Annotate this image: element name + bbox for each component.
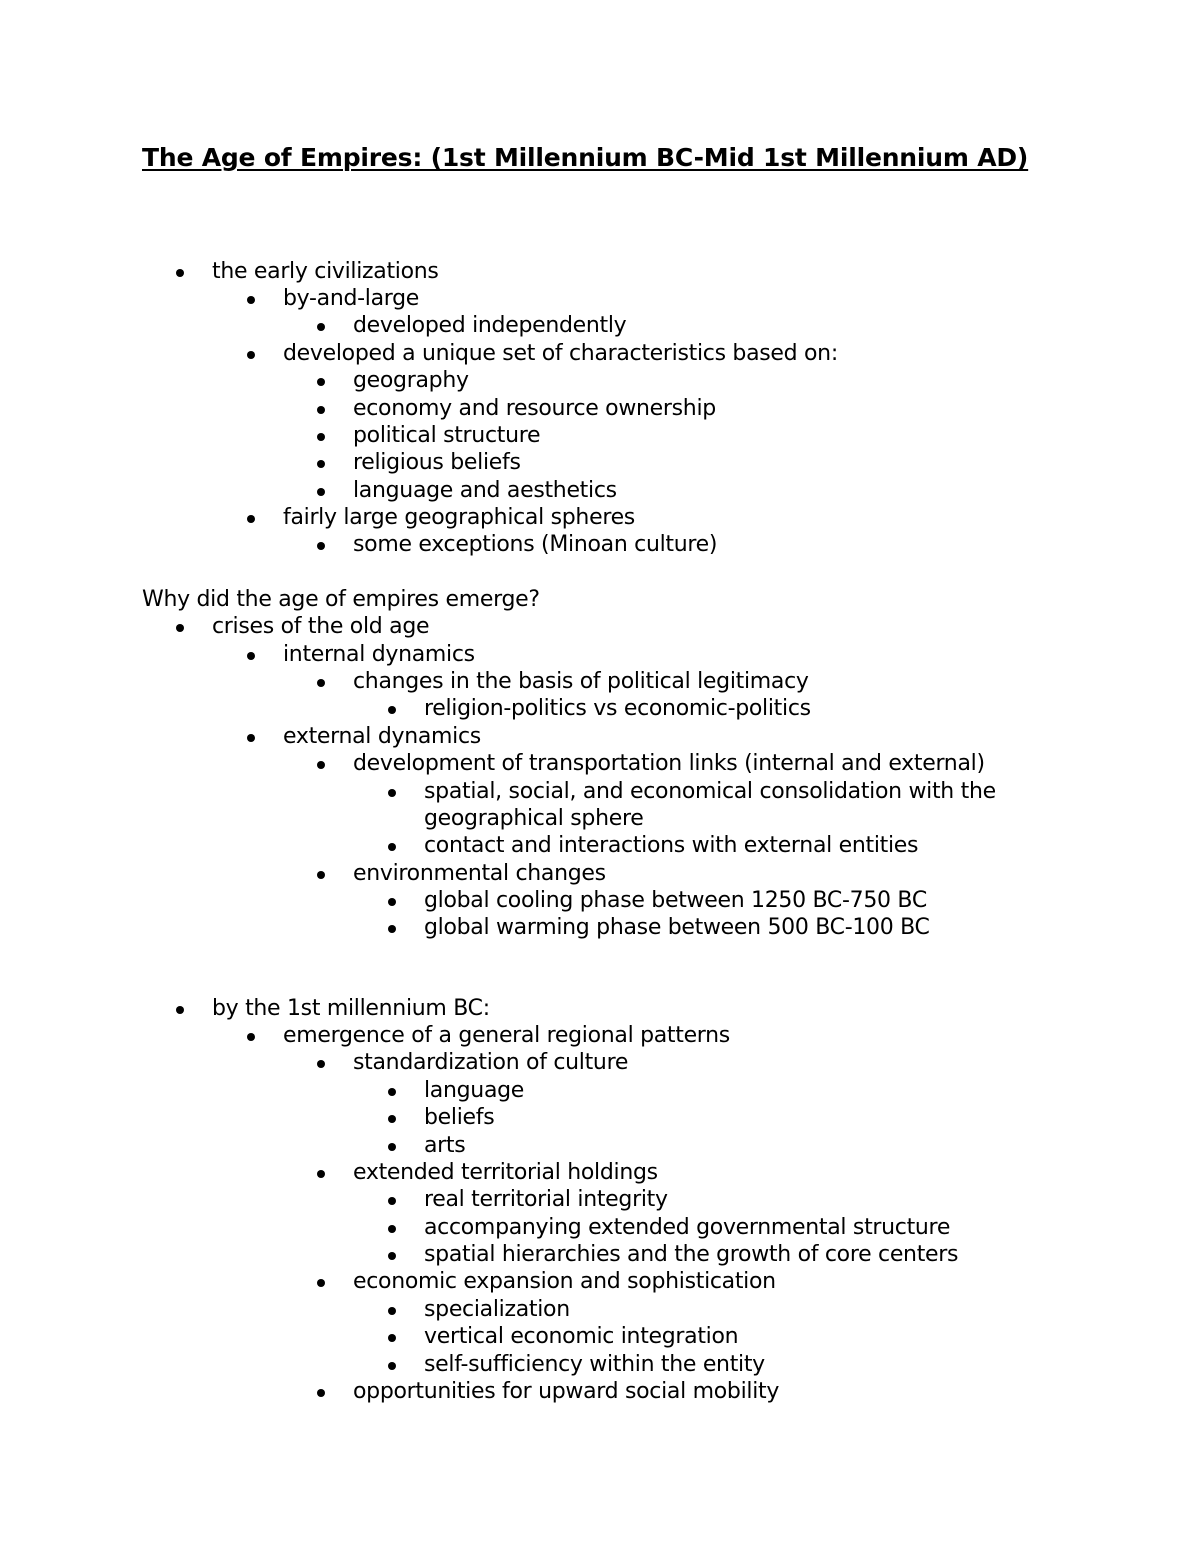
list-item: fairly large geographical spheres	[283, 505, 635, 530]
bullet-icon	[176, 1006, 184, 1014]
bullet-icon	[317, 542, 325, 550]
bullet-icon	[317, 1389, 325, 1397]
bullet-icon	[247, 351, 255, 359]
list-item-continuation: geographical sphere	[424, 806, 644, 831]
list-item: arts	[424, 1133, 466, 1158]
bullet-icon	[317, 1060, 325, 1068]
bullet-icon	[317, 406, 325, 414]
list-item: political structure	[353, 423, 541, 448]
list-item: global warming phase between 500 BC-100 BC	[424, 915, 930, 940]
list-item: global cooling phase between 1250 BC-750 BC	[424, 888, 927, 913]
list-item: extended territorial holdings	[353, 1160, 658, 1185]
list-item: developed a unique set of characteristics based on:	[283, 341, 838, 366]
bullet-icon	[388, 1307, 396, 1315]
list-item: opportunities for upward social mobility	[353, 1379, 780, 1404]
bullet-icon	[388, 1197, 396, 1205]
bullet-icon	[317, 871, 325, 879]
bullet-icon	[317, 1170, 325, 1178]
list-item: developed independently	[353, 313, 627, 338]
list-item: development of transportation links (internal and external)	[353, 751, 985, 776]
list-item: real territorial integrity	[424, 1187, 668, 1212]
bullet-icon	[388, 1088, 396, 1096]
list-item: environmental changes	[353, 861, 606, 886]
list-item: vertical economic integration	[424, 1324, 739, 1349]
section-heading: Why did the age of empires emerge?	[142, 587, 540, 612]
list-item: by the 1st millennium BC:	[212, 996, 490, 1021]
list-item: by-and-large	[283, 286, 420, 311]
bullet-icon	[317, 433, 325, 441]
list-item: beliefs	[424, 1105, 495, 1130]
bullet-icon	[388, 1362, 396, 1370]
list-item: language and aesthetics	[353, 478, 617, 503]
list-item: contact and interactions with external entities	[424, 833, 919, 858]
list-item: some exceptions (Minoan culture)	[353, 532, 718, 557]
bullet-icon	[388, 898, 396, 906]
bullet-icon	[317, 378, 325, 386]
bullet-icon	[388, 1143, 396, 1151]
bullet-icon	[388, 925, 396, 933]
bullet-icon	[388, 789, 396, 797]
bullet-icon	[247, 515, 255, 523]
document-title: The Age of Empires: (1st Millennium BC-Mid 1st Millennium AD)	[142, 143, 1029, 172]
list-item: geography	[353, 368, 469, 393]
bullet-icon	[388, 1334, 396, 1342]
list-item: self-sufficiency within the entity	[424, 1352, 765, 1377]
list-item: external dynamics	[283, 724, 481, 749]
bullet-icon	[247, 652, 255, 660]
list-item: emergence of a general regional patterns	[283, 1023, 730, 1048]
bullet-icon	[317, 761, 325, 769]
list-item: economy and resource ownership	[353, 396, 716, 421]
list-item: spatial hierarchies and the growth of core centers	[424, 1242, 959, 1267]
bullet-icon	[317, 323, 325, 331]
bullet-icon	[317, 460, 325, 468]
list-item: the early civilizations	[212, 259, 439, 284]
list-item: specialization	[424, 1297, 570, 1322]
bullet-icon	[388, 1252, 396, 1260]
list-item: internal dynamics	[283, 642, 475, 667]
bullet-icon	[317, 488, 325, 496]
list-item: changes in the basis of political legitimacy	[353, 669, 809, 694]
bullet-icon	[247, 734, 255, 742]
bullet-icon	[176, 269, 184, 277]
list-item: standardization of culture	[353, 1050, 629, 1075]
list-item: spatial, social, and economical consolidation with the	[424, 779, 996, 804]
list-item: language	[424, 1078, 525, 1103]
list-item: crises of the old age	[212, 614, 430, 639]
bullet-icon	[317, 1279, 325, 1287]
bullet-icon	[388, 1115, 396, 1123]
list-item: religion-politics vs economic-politics	[424, 696, 811, 721]
bullet-icon	[388, 706, 396, 714]
bullet-icon	[247, 1033, 255, 1041]
bullet-icon	[388, 843, 396, 851]
bullet-icon	[388, 1225, 396, 1233]
bullet-icon	[176, 624, 184, 632]
bullet-icon	[247, 296, 255, 304]
bullet-icon	[317, 679, 325, 687]
list-item: accompanying extended governmental structure	[424, 1215, 951, 1240]
list-item: economic expansion and sophistication	[353, 1269, 776, 1294]
list-item: religious beliefs	[353, 450, 521, 475]
